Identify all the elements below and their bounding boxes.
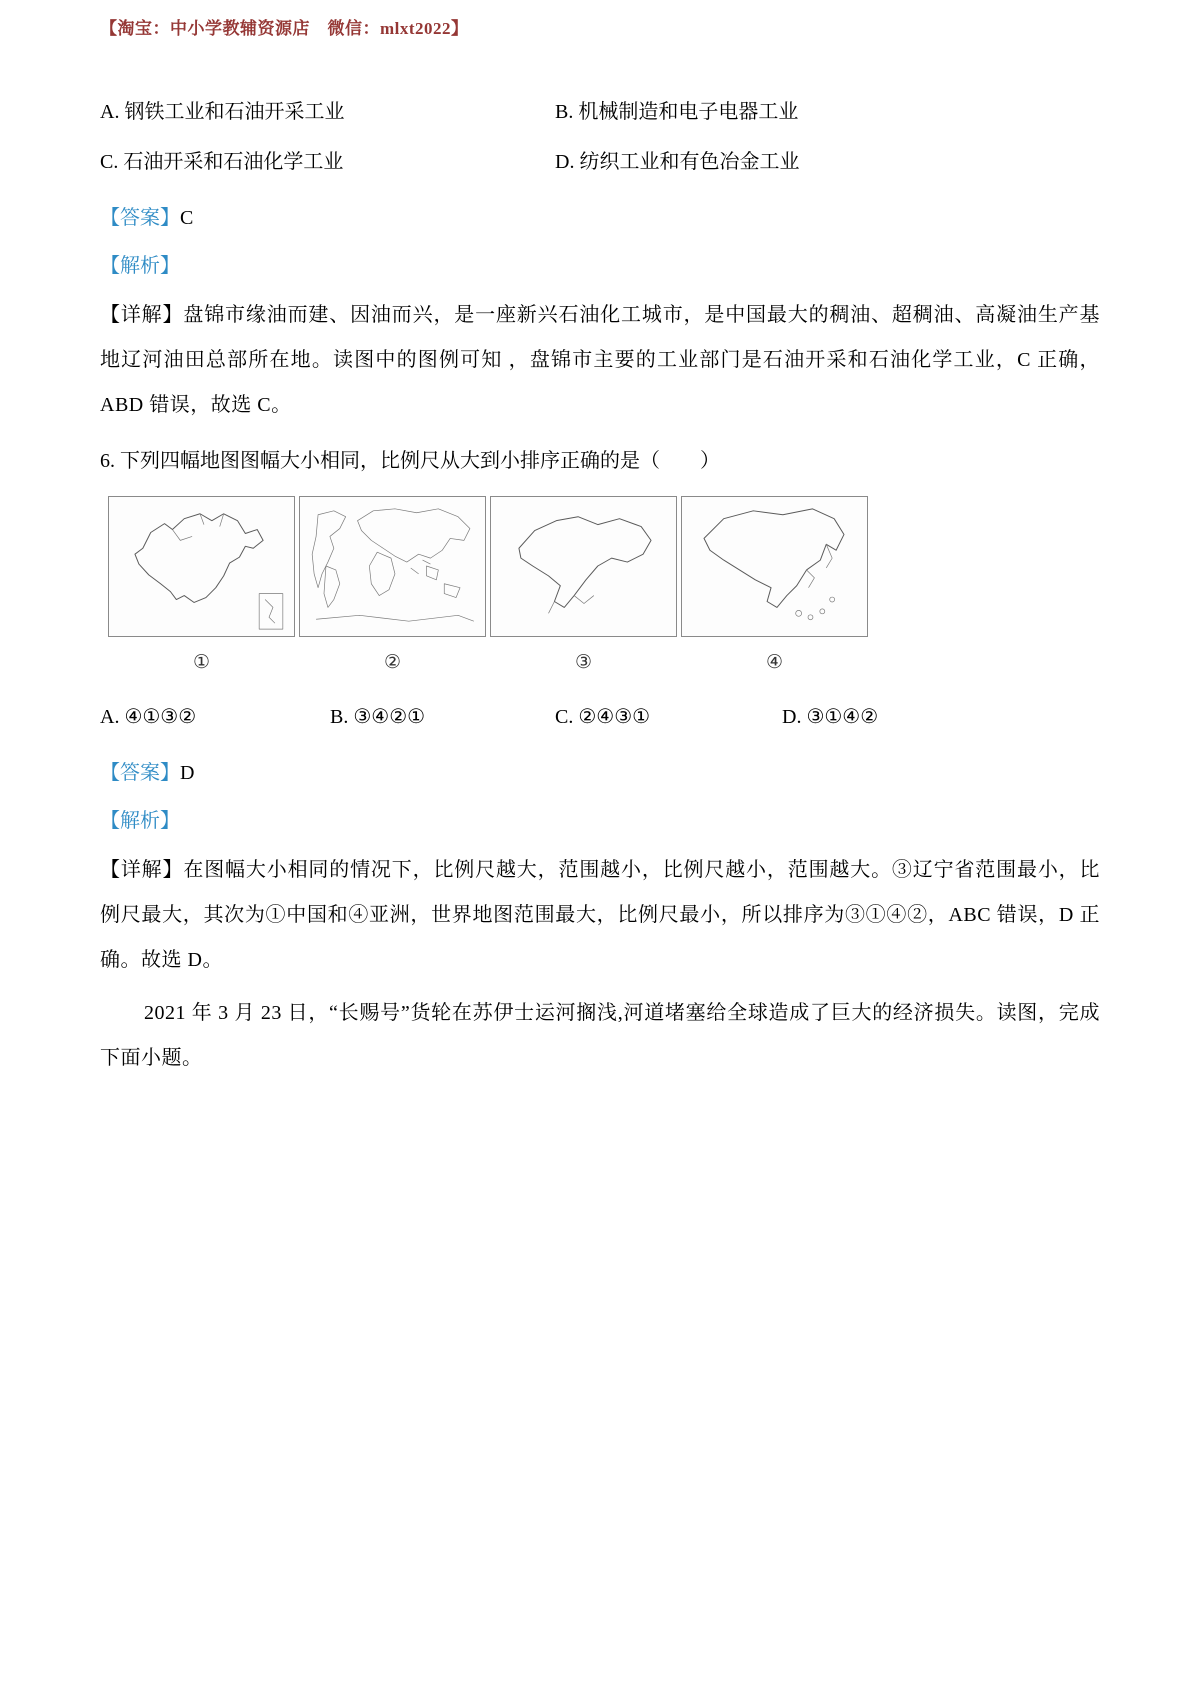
q5-option-b: B. 机械制造和电子电器工业 (555, 101, 799, 123)
world-map-outline (300, 497, 485, 636)
q5-detail-paragraph: 【详解】盘锦市缘油而建、因油而兴，是一座新兴石油化工城市，是中国最大的稠油、超稠油、高凝油生产基地辽河油田总部所在地。读图中的图例可知 ，盘锦市主要的工业部门是石油开采和石油化学工业，C 正确，ABD 错误，故选 C。 (100, 304, 1100, 416)
china-map-image (108, 496, 295, 637)
figure-4-asia (681, 496, 868, 674)
q5-options (100, 91, 1100, 183)
world-map-image (299, 496, 486, 637)
liaoning-map-image (490, 496, 677, 637)
q6-answer-line (100, 752, 1100, 794)
q5-option-a: A. 钢铁工业和石油开采工业 (100, 101, 345, 123)
q5-answer-value: C (180, 207, 194, 229)
figure-2-world (299, 496, 486, 674)
q6-option-d: D. ③①④② (782, 706, 879, 728)
suez-passage: 2021 年 3 月 23 日，“长赐号”货轮在苏伊士运河搁浅,河道堵塞给全球造成了巨大的经济损失。读图，完成下面小题。 (100, 1002, 1100, 1069)
q6-option-c: C. ②④③① (555, 706, 651, 728)
figure-3-caption: ③ (574, 652, 593, 673)
figure-4-caption: ④ (765, 652, 784, 673)
q5-option-d: D. 纺织工业和有色冶金工业 (555, 151, 800, 173)
figure-1-china (108, 496, 295, 674)
q6-detail-paragraph: 【详解】在图幅大小相同的情况下，比例尺越大，范围越小，比例尺越小，范围越大。③辽宁省范围最小，比例尺最大，其次为①中国和④亚洲，世界地图范围最大，比例尺最小，所以排序为③①④②，ABC 错误，D 正确。故选 D。 (100, 859, 1100, 971)
q5-answer-line (100, 197, 1100, 239)
q6-options (100, 696, 1100, 738)
liaoning-map-outline (491, 497, 676, 636)
q5-analysis-line (100, 245, 1100, 287)
figure-1-caption: ① (192, 652, 211, 673)
q6-answer-label: 【答案】 (100, 762, 180, 784)
asia-map-outline (682, 497, 867, 636)
figure-3-liaoning (490, 496, 677, 674)
q6-analysis-line (100, 800, 1100, 842)
q5-analysis-label: 【解析】 (100, 255, 180, 277)
shop-banner: 【淘宝：中小学教辅资源店 微信：mlxt2022】 (100, 19, 469, 38)
q6-answer-value: D (180, 762, 195, 784)
q6-stem: 6. 下列四幅地图图幅大小相同，比例尺从大到小排序正确的是（ ） (100, 450, 720, 472)
q5-answer-label: 【答案】 (100, 207, 180, 229)
q5-option-c: C. 石油开采和石油化学工业 (100, 151, 344, 173)
asia-map-image (681, 496, 868, 637)
q6-figure-row (108, 496, 864, 674)
q6-option-b: B. ③④②① (330, 706, 426, 728)
figure-2-caption: ② (383, 652, 402, 673)
china-map-outline (109, 497, 294, 636)
q6-analysis-label: 【解析】 (100, 810, 180, 832)
q6-option-a: A. ④①③② (100, 706, 197, 728)
